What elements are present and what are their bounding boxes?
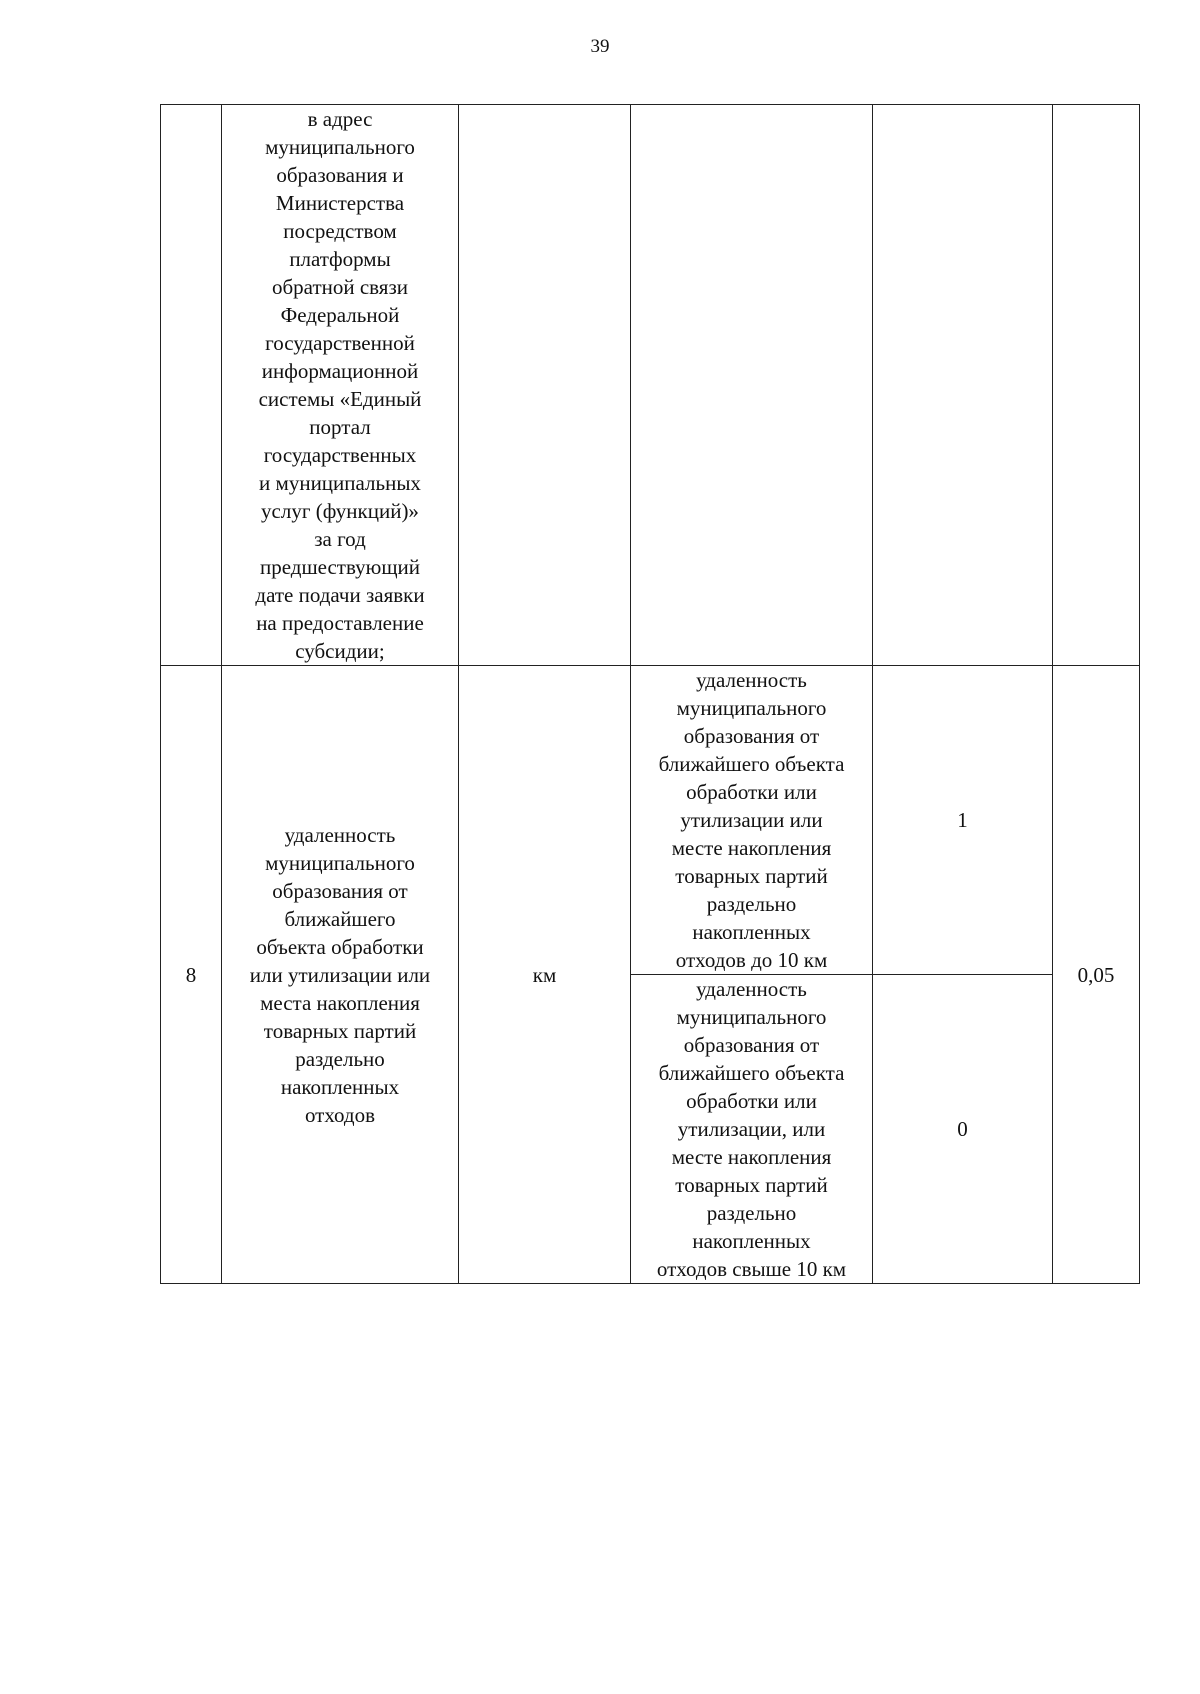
cell-criterion-continued: [222, 105, 459, 666]
cell-criterion: [222, 666, 459, 1284]
cell-condition-1: [631, 666, 873, 975]
unit-text: км: [532, 962, 557, 987]
cell-score-2: [873, 975, 1053, 1284]
condition-text: удаленность муниципального образования от ближайшего объекта обработки или утилизации, или месте накопления товарных партий раздельно накопленных отходов свыше 10 км: [656, 977, 847, 1281]
cell-unit-empty: [459, 105, 631, 666]
cell-condition-empty: [631, 105, 873, 666]
page-number: 39: [590, 36, 610, 57]
cell-weight: [1053, 666, 1140, 1284]
criteria-table: [160, 104, 1140, 1284]
score-value: 1: [957, 808, 968, 832]
criterion-text: в адрес муниципального образования и Министерства посредством платформы обратной связи Федеральной государственной информационной системы «Единый портал государственных и муниципальных услуг (функций)» за год предшествующий дате подачи заявки на предоставление субсидии;: [255, 107, 425, 663]
table-row-continued: [161, 105, 1140, 666]
cell-row-number: [161, 666, 222, 1284]
row-number: 8: [185, 962, 197, 987]
cell-number-empty: [161, 105, 222, 666]
table-row-8: [161, 666, 1140, 975]
score-value: 0: [957, 1117, 968, 1141]
condition-text: удаленность муниципального образования от ближайшего объекта обработки или утилизации или месте накопления товарных партий раздельно накопленных отходов до 10 км: [658, 668, 845, 972]
weight-value: 0,05: [1077, 962, 1115, 987]
cell-unit: [459, 666, 631, 1284]
cell-score-empty: [873, 105, 1053, 666]
cell-condition-2: [631, 975, 873, 1284]
cell-score-1: [873, 666, 1053, 975]
cell-weight-empty: [1053, 105, 1140, 666]
criterion-text: удаленность муниципального образования от ближайшего объекта обработки или утилизации или места накопления товарных партий раздельно накопленных отходов: [249, 822, 431, 1127]
